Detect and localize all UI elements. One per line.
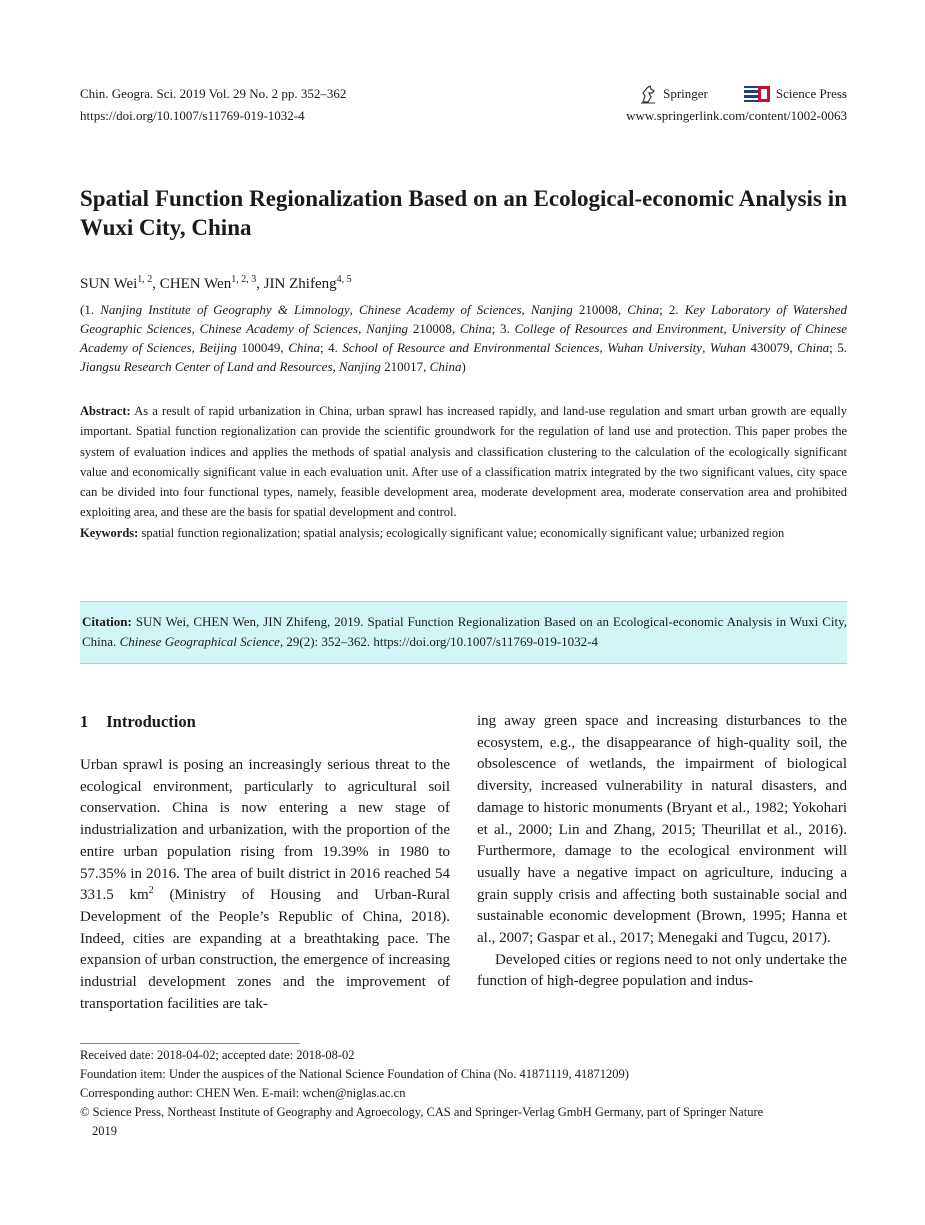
author-affil-marker: 1, 2: [137, 274, 153, 285]
abstract-block: [80, 401, 847, 543]
paragraph: ing away green space and increasing disturbances to the ecosystem, e.g., the disappearance of high-quality soil, the obsolescence of wetlands, the impairment of biological diversity, increased vulnerability in natural disasters, and damage to historic monuments (Bryant et al., 1982; Yokohari et al., 2000; Lin and Zhang, 2015; Theurillat et al., 2016). Furthermore, damage to the ecological environment will usually have a negative impact on agriculture, inducing a grain supply crisis and affecting both sustainable social and sustainable economic development (Brown, 1995; Hanna et al., 2007; Gaspar et al., 2017; Menegaki and Tugcu, 2017).: [477, 713, 847, 947]
abstract-text: As a result of rapid urbanization in China, urban sprawl has increased rapidly, and land-use regulation and smart urban growth are equally important. Spatial function regionalization can provide the scientific groundwork for the regulation of land use and protection. This paper probes the system of evaluation indices and applies the methods of spatial analysis and classification clustering to the calculation of the ecologically significant value and economically significant value in each evaluation unit. After use of a classification matrix integrated by the two significant values, city space can be divided into four functional types, namely, feasible development area, moderate development area, moderate conservation area and prohibited exploiting area, and these are the basis for spatial development and control.: [80, 404, 847, 520]
foundation-item: Foundation item: Under the auspices of the National Science Foundation of China (No. 41871119, 41871209): [80, 1067, 629, 1081]
springer-horse-icon: [640, 85, 657, 104]
affiliation-name: College of Resources and Environment: [514, 321, 724, 336]
keywords-label: Keywords:: [80, 525, 139, 540]
affiliation-name: School of Resource and Environmental Sciences: [342, 340, 600, 355]
affiliations: (1. Nanjing Institute of Geography & Limnology, Chinese Academy of Sciences, Nanjing 210008, China; 2. Key Laboratory of Watershed Geographic Sciences, Chinese Academy of Sciences, Nanjing 210008, China; 3. College of Resources and Environment, University of Chinese Academy of Sciences, Beijing 100049, China; 4. School of Resource and Environmental Sciences, Wuhan University, Wuhan 430079, China; 5. Jiangsu Research Center of Land and Resources, Nanjing 210017, China): [80, 302, 848, 374]
affiliation-name: Key Laboratory of Watershed Geographic Sciences: [80, 302, 848, 336]
paragraph: Urban sprawl is posing an increasingly serious threat to the ecological environment, particularly to agricultural soil conservation. China is now entering a new stage of industrialization and urbanization, with the proportion of the entire urban population rising from 19.39% in 1980 to 57.35% in 2016. The area of built district in 2016 reached 54 331.5 $km^2$ (Ministry of Housing and Urban-Rural Development of the People’s Republic of China, 2018). Indeed, cities are expanding at a breathtaking pace. The expansion of urban construction, the emergence of increasing industrial development zones and the improvement of transportation facilities are tak-: [80, 757, 450, 1012]
author-name: CHEN Wen: [159, 276, 232, 292]
science-press-logo: [744, 83, 847, 105]
doi-link[interactable]: https://doi.org/10.1007/s11769-019-1032-4: [80, 108, 305, 123]
received-date: Received date: 2018-04-02; accepted date: 2018-08-02: [80, 1048, 355, 1062]
affiliation-name: Jiangsu Research Center of Land and Resources: [80, 359, 333, 374]
science-press-icon: [744, 86, 770, 102]
citation-journal: Chinese Geographical Science: [119, 634, 280, 649]
paragraph: Developed cities or regions need to not only undertake the function of high-degree population and indus-: [477, 951, 847, 990]
keywords: [80, 523, 847, 543]
springer-logo: [640, 83, 708, 105]
corresponding-author: Corresponding author: CHEN Wen. E-mail: wchen@niglas.ac.cn: [80, 1086, 406, 1100]
section-title: Introduction: [106, 712, 196, 731]
section-number: 1: [80, 712, 89, 731]
author-name: JIN Zhifeng: [263, 276, 337, 292]
abstract-label: Abstract:: [80, 404, 131, 418]
author-affil-marker: 4, 5: [336, 274, 352, 285]
copyright-year: 2019: [92, 1124, 117, 1138]
abstract: [80, 401, 847, 523]
citation-tail: , 29(2): 352–362. https://doi.org/10.1007/s11769-019-1032-4: [279, 634, 598, 649]
keywords-text: spatial function regionalization; spatial analysis; ecologically significant value; economically significant value; urbanized region: [141, 525, 785, 540]
springerlink-url[interactable]: www.springerlink.com/content/1002-0063: [626, 108, 847, 123]
body-column-right: [477, 711, 847, 993]
copyright: © Science Press, Northeast Institute of Geography and Agroecology, CAS and Springer-Verlag GmbH Germany, part of Springer Nature: [80, 1105, 764, 1119]
author-name: SUN Wei: [80, 276, 138, 292]
author-list: SUN Wei$^{1, 2}$, CHEN Wen$^{1, 2, 3}$, JIN Zhifeng$^{4, 5}$: [80, 274, 352, 292]
springer-label: Springer: [663, 86, 708, 101]
affiliation-name: Nanjing Institute of Geography & Limnology: [100, 302, 350, 317]
citation-text: SUN Wei, CHEN Wen, JIN Zhifeng, 2019. Spatial Function Regionalization Based on an Ecological-economic Analysis in Wuxi City, China.: [82, 614, 848, 649]
footnote-divider: [80, 1043, 300, 1044]
article-title: Spatial Function Regionalization Based on an Ecological-economic Analysis in Wuxi City, China: [80, 186, 847, 240]
citation-label: Citation:: [82, 614, 132, 629]
citation-box: [80, 601, 847, 664]
section-heading: [80, 712, 196, 732]
publisher-header: [626, 83, 847, 127]
body-column-left: [80, 755, 450, 1015]
journal-line: Chin. Geogra. Sci. 2019 Vol. 29 No. 2 pp. 352–362: [80, 86, 347, 101]
science-press-label: Science Press: [775, 86, 847, 101]
journal-header: [80, 83, 346, 127]
author-affil-marker: 1, 2, 3: [231, 274, 257, 285]
footnotes: [80, 1046, 847, 1141]
